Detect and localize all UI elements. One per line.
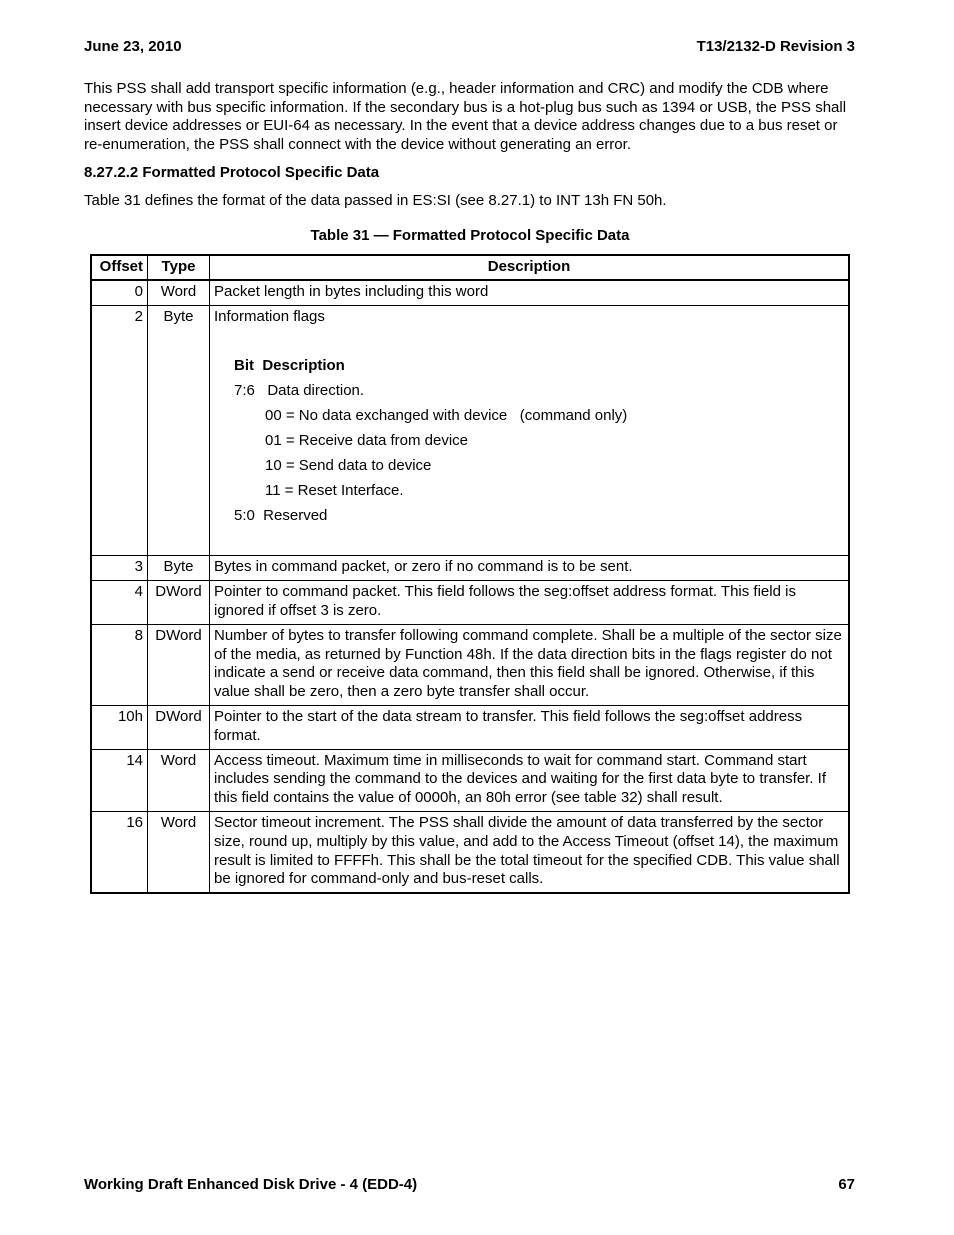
cell-description-flags	[210, 305, 850, 556]
cell-offset: 14	[91, 749, 148, 811]
header-doc-id: T13/2132-D Revision 3	[696, 38, 855, 55]
protocol-data-table	[90, 254, 850, 894]
cell-type: DWord	[148, 581, 210, 625]
cell-type: DWord	[148, 705, 210, 749]
cell-type: Byte	[148, 305, 210, 556]
cell-offset: 16	[91, 811, 148, 893]
column-header-offset: Offset	[91, 255, 148, 280]
cell-offset: 3	[91, 556, 148, 581]
flags-bit-5-0: 5:0 Reserved	[234, 507, 328, 525]
cell-description: Access timeout. Maximum time in milliseconds to wait for command start. Command start includes sending the command to the devices and waiting for the first data byte to transfer. If this field contains the value of 0000h, an 80h error (see table 32) shall result.	[210, 749, 850, 811]
flags-value-01: 01 = Receive data from device	[265, 432, 469, 450]
flags-value-00: 00 = No data exchanged with device (command only)	[265, 407, 628, 425]
cell-description: Number of bytes to transfer following command complete. Shall be a multiple of the sector size of the media, as returned by Function 48h. If the data direction bits in the flags register do not indicate a send or receive data command, then this field shall be ignored. Otherwise, if this value shall be zero, then a zero byte transfer shall occur.	[210, 624, 850, 705]
table-row	[91, 305, 849, 556]
flags-bit-header: Bit Description	[234, 357, 345, 375]
column-header-type: Type	[148, 255, 210, 280]
cell-type: Byte	[148, 556, 210, 581]
cell-offset: 4	[91, 581, 148, 625]
cell-description: Bytes in command packet, or zero if no command is to be sent.	[210, 556, 850, 581]
cell-offset: 0	[91, 280, 148, 305]
cell-description: Pointer to the start of the data stream to transfer. This field follows the seg:offset address format.	[210, 705, 850, 749]
cell-type: Word	[148, 280, 210, 305]
cell-type: DWord	[148, 624, 210, 705]
cell-type: Word	[148, 749, 210, 811]
flags-value-11: 11 = Reset Interface.	[265, 482, 404, 500]
table-row	[91, 749, 849, 811]
table-row	[91, 811, 849, 893]
body-paragraph: This PSS shall add transport specific information (e.g., header information and CRC) and modify the CDB where necessary with bus specific information. If the secondary bus is a hot-plug bus such as 1394 or USB, the PSS shall insert device addresses or EUI-64 as necessary. In the event that a device address changes due to a bus reset or re-enumeration, the PSS shall connect with the device without generating an error.	[84, 80, 847, 153]
table-row	[91, 556, 849, 581]
cell-offset: 2	[91, 305, 148, 556]
flags-bit-7-6: 7:6 Data direction.	[234, 382, 365, 400]
flags-value-10: 10 = Send data to device	[265, 457, 432, 475]
cell-description: Sector timeout increment. The PSS shall divide the amount of data transferred by the sector size, round up, multiply by this value, and add to the Access Timeout (offset 14), the maximum result is limited to FFFFh. This shall be the total timeout for the specified CDB. This value shall be ignored for command-only and bus-reset calls.	[210, 811, 850, 893]
flags-bit-table	[214, 357, 844, 532]
table-row	[91, 624, 849, 705]
section-heading: 8.27.2.2 Formatted Protocol Specific Data	[84, 164, 380, 181]
header-date: June 23, 2010	[84, 38, 182, 55]
cell-offset: 10h	[91, 705, 148, 749]
table-row	[91, 581, 849, 625]
table-row	[91, 705, 849, 749]
table-row	[91, 280, 849, 305]
footer-page-number: 67	[838, 1176, 855, 1193]
cell-description: Packet length in bytes including this word	[210, 280, 850, 305]
flags-title: Information flags	[214, 307, 325, 325]
footer-title: Working Draft Enhanced Disk Drive - 4 (EDD-4)	[84, 1176, 418, 1193]
intro-text: Table 31 defines the format of the data passed in ES:SI (see 8.27.1) to INT 13h FN 50h.	[84, 192, 667, 209]
cell-offset: 8	[91, 624, 148, 705]
cell-description: Pointer to command packet. This field follows the seg:offset address format. This field is ignored if offset 3 is zero.	[210, 581, 850, 625]
column-header-description: Description	[210, 255, 850, 280]
table-header-row	[91, 255, 849, 280]
table-caption: Table 31 — Formatted Protocol Specific Data	[310, 227, 630, 244]
cell-type: Word	[148, 811, 210, 893]
